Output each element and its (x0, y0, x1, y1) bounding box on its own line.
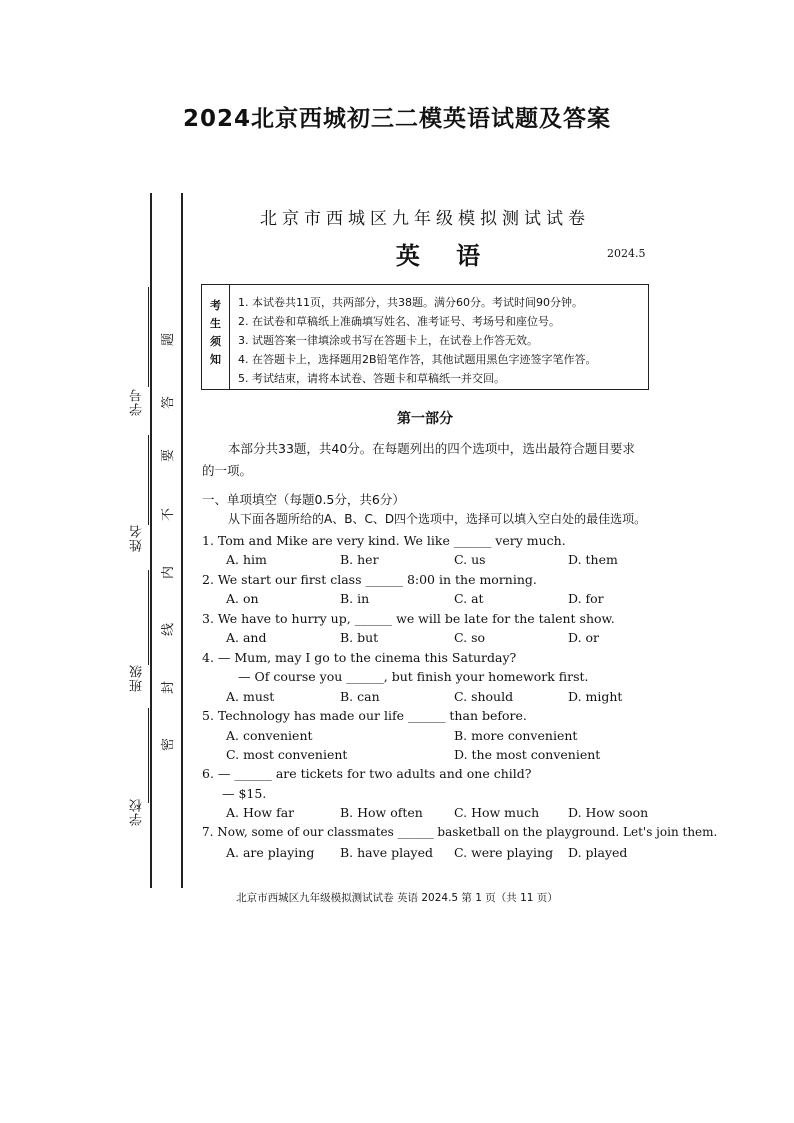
option-b: B. have played (340, 845, 433, 860)
option-b: B. but (340, 630, 379, 645)
label-xuexiao: 学校 (130, 798, 145, 826)
exam-title: 北京市西城区九年级模拟测试试卷 (260, 209, 590, 229)
seal-char: 不 (161, 507, 177, 522)
question-stem: 3. We have to hurry up, ______ we will be late for the talent show. (202, 611, 615, 626)
option-d: D. them (568, 552, 618, 567)
option-c: C. so (454, 630, 486, 645)
label-xingming: 姓名 (130, 524, 145, 552)
label-xuehao: 学号 (130, 388, 145, 416)
page-footer: 北京市西城区九年级模拟测试试卷 英语 2024.5 第 1 页（共 11 页） (236, 892, 558, 904)
option-d: D. played (568, 845, 628, 860)
question-stem: 1. Tom and Mike are very kind. We like ______ very much. (202, 533, 566, 548)
xingming-blank (148, 435, 149, 525)
part-intro-line1: 本部分共33题，共40分。在每题列出的四个选项中，选出最符合题目要求 (228, 441, 635, 456)
option-b: B. more convenient (454, 728, 578, 743)
option-c: C. should (454, 689, 514, 704)
banji-blank (148, 570, 149, 665)
option-d: D. might (568, 689, 623, 704)
notice-item: 5. 考试结束，请将本试卷、答题卡和草稿纸一并交回。 (238, 372, 505, 385)
option-b: B. How often (340, 805, 423, 820)
option-d: D. or (568, 630, 600, 645)
option-a: A. him (226, 552, 267, 567)
seal-char: 内 (161, 565, 177, 580)
label-banji: 班级 (130, 664, 145, 692)
margin-line-outer (150, 193, 152, 888)
part-intro-line2: 的一项。 (202, 463, 253, 478)
option-d: D. for (568, 591, 604, 606)
notice-item: 3. 试题答案一律填涂或书写在答题卡上，在试卷上作答无效。 (238, 334, 538, 347)
section-instruction: 从下面各题所给的A、B、C、D四个选项中，选择可以填入空白处的最佳选项。 (228, 512, 647, 526)
option-c: C. were playing (454, 845, 554, 860)
question-stem-reply: — Of course you ______, but finish your homework first. (238, 669, 589, 684)
question-stem: 5. Technology has made our life ______ than before. (202, 708, 527, 723)
question-stem: 4. — Mum, may I go to the cinema this Saturday? (202, 650, 517, 665)
xuexiao-blank (148, 708, 149, 803)
notice-item: 1. 本试卷共11页，共两部分，共38题。满分60分。考试时间90分钟。 (238, 296, 583, 309)
option-a: A. must (226, 689, 275, 704)
option-b: B. can (340, 689, 380, 704)
part-title: 第一部分 (397, 411, 453, 427)
exam-date: 2024.5 (607, 247, 646, 260)
option-a: A. How far (226, 805, 295, 820)
question-stem-reply: — $15. (222, 786, 267, 801)
option-a: A. and (226, 630, 267, 645)
question-stem: 6. — ______ are tickets for two adults and one child? (202, 766, 532, 781)
option-d: D. How soon (568, 805, 649, 820)
seal-char: 题 (161, 332, 177, 347)
document-title: 2024北京西城初三二模英语试题及答案 (182, 106, 611, 132)
seal-char: 答 (161, 395, 177, 410)
subject-title: 英 语 (395, 241, 495, 270)
option-b: B. her (340, 552, 379, 567)
option-c: C. us (454, 552, 486, 567)
option-c: C. most convenient (226, 747, 348, 762)
notice-item: 2. 在试卷和草稿纸上准确填写姓名、准考证号、考场号和座位号。 (238, 315, 560, 328)
notice-head: 考生须知 (202, 285, 230, 389)
option-c: C. How much (454, 805, 540, 820)
seal-char: 封 (161, 680, 177, 695)
notice-item: 4. 在答题卡上，选择题用2B铅笔作答，其他试题用黑色字迹签字笔作答。 (238, 353, 597, 366)
seal-char: 要 (161, 448, 177, 463)
seal-char: 线 (161, 622, 177, 637)
margin-line-inner (181, 193, 183, 888)
question-stem: 7. Now, some of our classmates ______ basketball on the playground. Let's join them. (202, 825, 718, 839)
seal-char: 密 (161, 737, 177, 752)
notice-box (201, 284, 649, 390)
option-c: C. at (454, 591, 484, 606)
option-d: D. the most convenient (454, 747, 601, 762)
option-a: A. are playing (226, 845, 315, 860)
option-a: A. convenient (226, 728, 313, 743)
section-title: 一、单项填空（每题0.5分，共6分） (202, 492, 405, 507)
xuehao-blank (148, 287, 149, 387)
question-stem: 2. We start our first class ______ 8:00 in the morning. (202, 572, 537, 587)
option-b: B. in (340, 591, 370, 606)
option-a: A. on (226, 591, 259, 606)
